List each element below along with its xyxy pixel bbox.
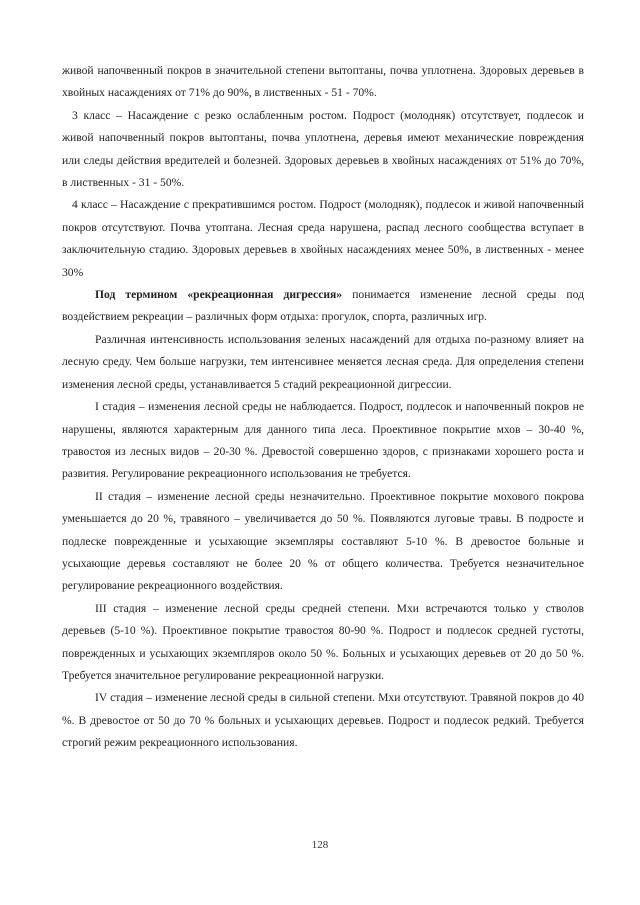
definition-text: понимается изменение лесной среды под воздействием рекреации – различных форм отдыха: прогулок, спорта, различных игр. [62,288,584,324]
paragraph-stage-1: I стадия – изменения лесной среды не наблюдается. Подрост, подлесок и напочвенный покров не нарушены, являются характерным для данного типа леса. Проективное покрытие мхов – 30-40 %, травостоя из лесных видов – 20-30 %. Древостой совершенно здоров, с признаками хорошего роста и развития. Регулирование рекреационного использования не требуется. [62,400,584,481]
paragraph-definition [62,284,584,329]
paragraph-stage-3: III стадия – изменение лесной среды средней степени. Мхи встречаются только у стволов деревьев (5-10 %). Проективное покрытие травостоя 80-90 %. Подрост и подлесок средней густоты, поврежденных и усыхающих экземпляров около 50 %. Больных и усыхающих деревьев от 20 до 50 %. Требуется значительное регулирование рекреационной нагрузки. [62,601,584,682]
paragraph-1: живой напочвенный покров в значительной степени вытоптаны, почва уплотнена. Здоровых деревьев в хвойных насаждениях от 71% до 90%, в лиственных - 51 - 70%. [62,64,584,100]
document-body [62,60,584,755]
paragraph-intensity: Различная интенсивность использования зеленых насаждений для отдыха по-разному влияет на лесную среду. Чем больше нагрузки, тем интенсивнее меняется лесная среда. Для определения степени изменения лесной среды, устанавливается 5 стадий рекреационной дигрессии. [62,332,584,391]
term-bold: Под термином «рекреационная дигрессия» [95,288,343,302]
paragraph-stage-2: II стадия – изменение лесной среды незначительно. Проективное покрытие мохового покрова уменьшается до 20 %, травяного – увеличивается до 50 %. Появляются луговые травы. В подросте и подлеске поврежденные и усыхающие экземпляры составляют 5-10 %. В древостое больные и усыхающие деревья составляют не более 20 % от общего количества. Требуется незначительное регулирование рекреационного воздействия. [62,489,584,593]
page-number: 128 [311,839,329,851]
paragraph-class-4: 4 класс – Насаждение с прекратившимся ростом. Подрост (молодняк), подлесок и живой напочвенный покров отсутствуют. Почва утоптана. Лесная среда нарушена, распад лесного сообщества вступает в заключительную стадию. Здоровых деревьев в хвойных насаждениях менее 50%, в лиственных - менее 30% [62,198,584,279]
paragraph-class-3: 3 класс – Насаждение с резко ослабленным ростом. Подрост (молодняк) отсутствует, подлесок и живой напочвенный покров вытоптаны, почва уплотнена, деревья имеют механические повреждения или следы действия вредителей и болезней. Здоровых деревьев в хвойных насаждениях от 51% до 70%, в лиственных - 31 - 50%. [62,108,584,190]
paragraph-stage-4: IV стадия – изменение лесной среды в сильной степени. Мхи отсутствуют. Травяной покров до 40 %. В древостое от 50 до 70 % больных и усыхающих деревьев. Подрост и подлесок редкий. Требуется строгий режим рекреационного использования. [62,691,584,750]
